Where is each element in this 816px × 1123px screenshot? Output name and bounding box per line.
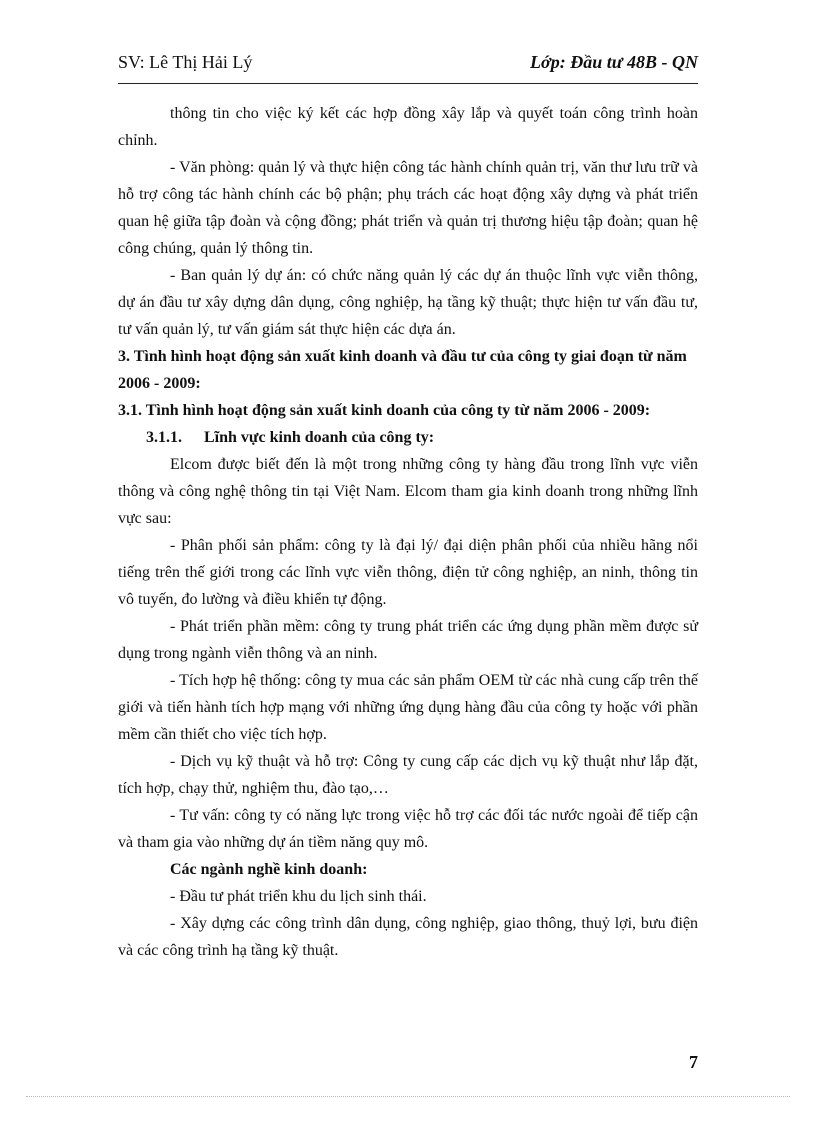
paragraph-continuation: thông tin cho việc ký kết các hợp đồng xây lắp và quyết toán công trình hoàn chỉnh. (118, 105, 698, 149)
paragraph-project-board: - Ban quản lý dự án: có chức năng quản lý các dự án thuộc lĩnh vực viễn thông, dự án đầu tư xây dựng dân dụng, công nghiệp, hạ tầng kỹ thuật; thực hiện tư vấn đầu tư, tư vấn quản lý, tư vấn giám sát thực hiện các dựa án. (118, 267, 698, 338)
paragraph-consulting: - Tư vấn: công ty có năng lực trong việc hỗ trợ các đối tác nước ngoài để tiếp cận và tham gia vào những dự án tiềm năng quy mô. (118, 807, 698, 851)
paragraph-office: - Văn phòng: quản lý và thực hiện công tác hành chính quản trị, văn thư lưu trữ và hỗ trợ công tác hành chính các bộ phận; phụ trách các hoạt động xây dựng và phát triển quan hệ giữa tập đoàn và cộng đồng; phát triển và quản trị thương hiệu tập đoàn; quan hệ công chúng, quản lý thông tin. (118, 159, 698, 257)
paragraph-technical-services: - Dịch vụ kỹ thuật và hỗ trợ: Công ty cung cấp các dịch vụ kỹ thuật như lắp đặt, tích hợp, chạy thử, nghiệm thu, đào tạo,… (118, 753, 698, 797)
paragraph-distribution: - Phân phối sản phẩm: công ty là đại lý/ đại diện phân phối của nhiều hãng nổi tiếng trên thế giới trong các lĩnh vực viễn thông, điện tử công nghiệp, an ninh, thông tin vô tuyến, đo lường và điều khiển tự động. (118, 537, 698, 608)
header-author: SV: Lê Thị Hải Lý (118, 52, 253, 72)
heading-business-lines: Các ngành nghề kinh doanh: (170, 861, 368, 878)
paragraph-construction: - Xây dựng các công trình dân dụng, công nghiệp, giao thông, thuỷ lợi, bưu điện và các công trình hạ tầng kỹ thuật. (118, 915, 698, 959)
header-divider (118, 83, 698, 84)
paragraph-integration: - Tích hợp hệ thống: công ty mua các sản phẩm OEM từ các nhà cung cấp trên thế giới và tiến hành tích hợp mạng với những ứng dụng hàng đầu của công ty hoặc với phần mềm cần thiết cho việc tích hợp. (118, 672, 698, 743)
heading-section-3-1: 3.1. Tình hình hoạt động sản xuất kinh doanh của công ty từ năm 2006 - 2009: (118, 402, 651, 419)
page-number: 7 (689, 1052, 698, 1072)
paragraph-eco-tourism: - Đầu tư phát triển khu du lịch sinh thái. (170, 888, 427, 905)
heading-text: Lĩnh vực kinh doanh của công ty: (204, 429, 435, 446)
header-class: Lớp: Đầu tư 48B - QN (530, 52, 698, 72)
page-body (118, 100, 698, 964)
heading-section-3-1-1 (118, 424, 698, 451)
paragraph-software: - Phát triển phần mềm: công ty trung phát triển các ứng dụng phần mềm được sử dụng trong ngành viễn thông và an ninh. (118, 618, 698, 662)
footer-divider (26, 1096, 790, 1097)
page-header (118, 50, 698, 78)
heading-section-3: 3. Tình hình hoạt động sản xuất kinh doanh và đầu tư của công ty giai đoạn từ năm 2006 - 2009: (118, 348, 687, 392)
paragraph-intro: Elcom được biết đến là một trong những công ty hàng đầu trong lĩnh vực viễn thông và công nghệ thông tin tại Việt Nam. Elcom tham gia kinh doanh trong những lĩnh vực sau: (118, 456, 698, 527)
heading-number: 3.1.1. (146, 429, 182, 446)
